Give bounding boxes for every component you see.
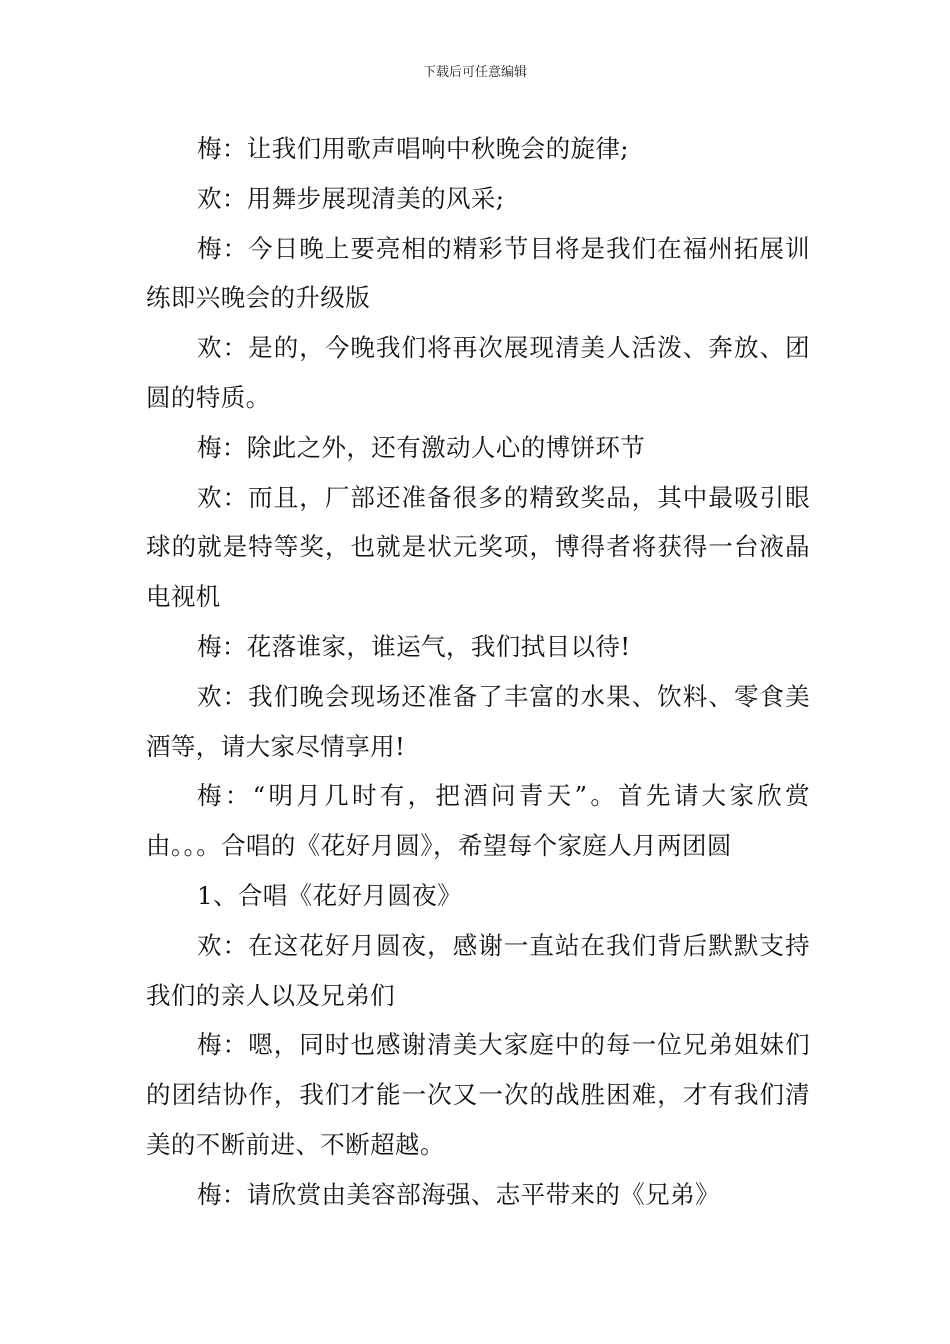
- paragraph: 欢：而且，厂部还准备很多的精致奖品，其中最吸引眼球的就是特等奖，也就是状元奖项，博得者将获得一台液晶电视机: [146, 482, 810, 612]
- paragraph: 欢：是的，今晚我们将再次展现清美人活泼、奔放、团圆的特质。: [146, 333, 810, 412]
- paragraph: 梅：今日晚上要亮相的精彩节目将是我们在福州拓展训练即兴晚会的升级版: [146, 233, 810, 313]
- paragraph: 梅：嗯，同时也感谢清美大家庭中的每一位兄弟姐妹们的团结协作，我们才能一次又一次的战胜困难，才有我们清美的不断前进、不断超越。: [146, 1030, 810, 1159]
- paragraph: 梅：请欣赏由美容部海强、志平带来的《兄弟》: [197, 1179, 720, 1209]
- document-body: [146, 124, 810, 1220]
- page-header-note: 下载后可任意编辑: [422, 65, 527, 80]
- paragraph: 欢：用舞步展现清美的风采;: [197, 183, 505, 213]
- paragraph: 梅：花落谁家，谁运气，我们拭目以待!: [197, 631, 631, 661]
- paragraph: 梅：让我们用歌声唱响中秋晚会的旋律;: [197, 134, 629, 163]
- program-item-heading: 1、合唱《花好月圆夜》: [197, 880, 462, 910]
- paragraph: 梅：除此之外，还有激动人心的博饼环节: [197, 432, 646, 462]
- paragraph: 梅：“明月几时有，把酒问青天”。首先请大家欣赏由。。。合唱的《花好月圆》，希望每个家庭人月两团圆: [146, 781, 810, 861]
- paragraph: 欢：在这花好月圆夜，感谢一直站在我们背后默默支持我们的亲人以及兄弟们: [146, 930, 810, 1010]
- paragraph: 欢：我们晚会现场还准备了丰富的水果、饮料、零食美酒等，请大家尽情享用!: [146, 681, 810, 761]
